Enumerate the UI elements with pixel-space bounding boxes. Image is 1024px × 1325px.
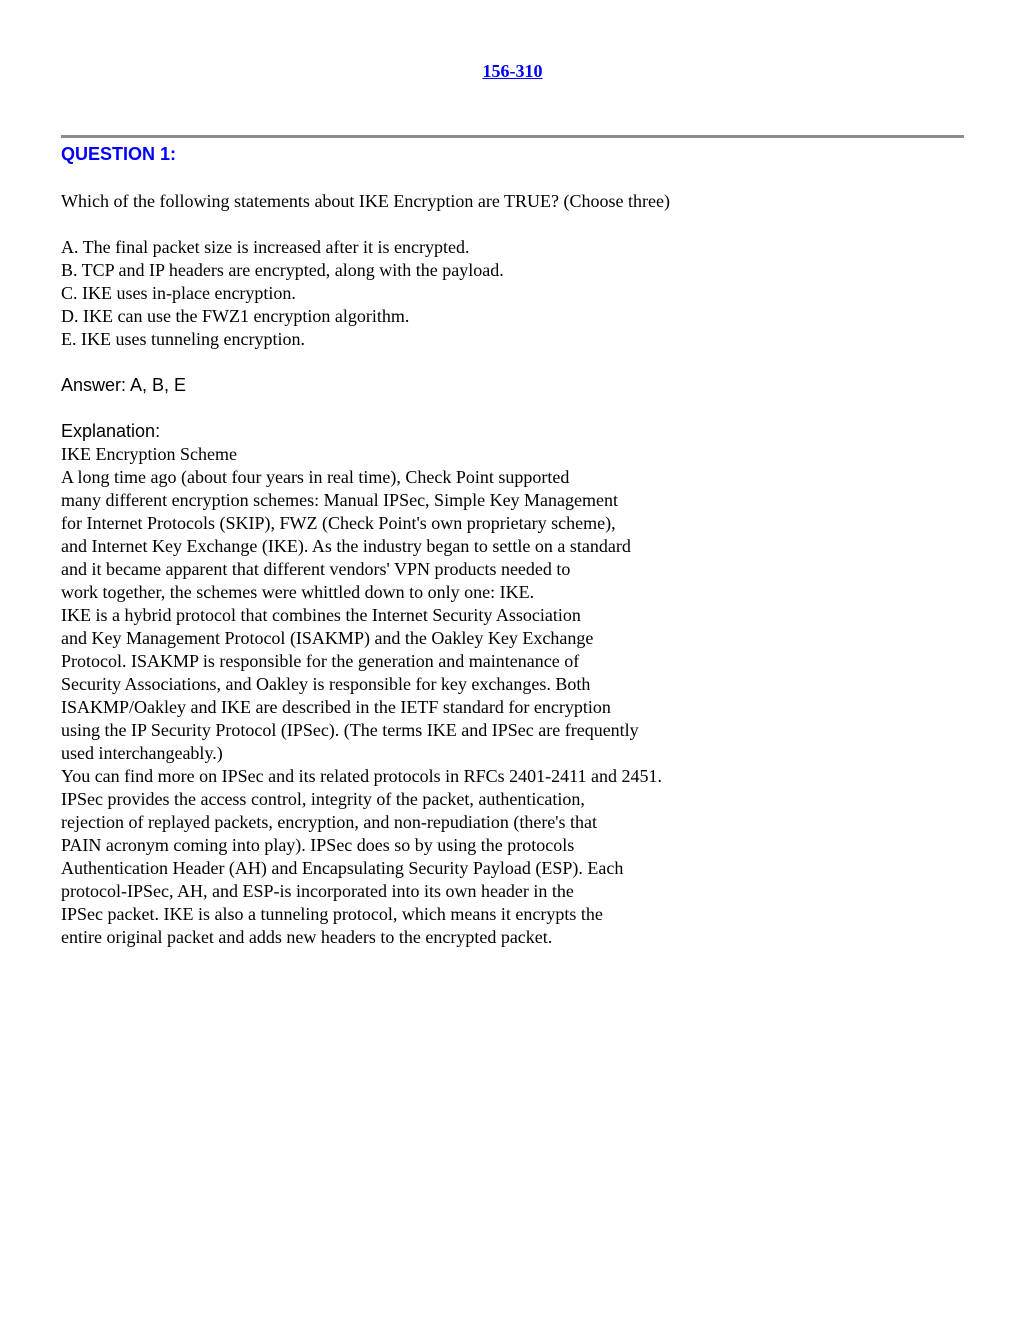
explanation-line: rejection of replayed packets, encryption, and non-repudiation (there's that [61,812,598,832]
explanation-line: IPSec packet. IKE is also a tunneling protocol, which means it encrypts the [61,904,603,924]
question-text: Which of the following statements about IKE Encryption are TRUE? (Choose three) [61,191,670,211]
option-d: D. IKE can use the FWZ1 encryption algorithm. [61,306,410,326]
explanation-line: protocol-IPSec, AH, and ESP-is incorporated into its own header in the [61,881,574,901]
explanation-line: PAIN acronym coming into play). IPSec does so by using the protocols [61,835,575,855]
explanation-line: work together, the schemes were whittled down to only one: IKE. [61,582,535,602]
explanation-line: IPSec provides the access control, integrity of the packet, authentication, [61,789,585,809]
question-title: QUESTION 1: [61,144,177,164]
horizontal-divider [61,135,964,138]
option-b: B. TCP and IP headers are encrypted, along with the payload. [61,260,504,280]
explanation-line: Protocol. ISAKMP is responsible for the generation and maintenance of [61,651,580,671]
explanation-line: used interchangeably.) [61,743,223,763]
option-e: E. IKE uses tunneling encryption. [61,329,305,349]
explanation-line: and Internet Key Exchange (IKE). As the industry began to settle on a standard [61,536,631,556]
explanation-label: Explanation: [61,421,161,441]
explanation-line: ISAKMP/Oakley and IKE are described in the IETF standard for encryption [61,697,611,717]
answer-options [61,236,504,351]
explanation-line: using the IP Security Protocol (IPSec). (The terms IKE and IPSec are frequently [61,720,639,740]
explanation-line: Security Associations, and Oakley is responsible for key exchanges. Both [61,674,591,694]
option-c: C. IKE uses in-place encryption. [61,283,296,303]
explanation-line: Authentication Header (AH) and Encapsulating Security Payload (ESP). Each [61,858,624,878]
answer-line: Answer: A, B, E [61,375,187,395]
explanation-line: many different encryption schemes: Manual IPSec, Simple Key Management [61,490,619,510]
explanation-line: IKE Encryption Scheme [61,444,237,464]
explanation-line: A long time ago (about four years in real time), Check Point supported [61,467,570,487]
explanation-line: and Key Management Protocol (ISAKMP) and the Oakley Key Exchange [61,628,594,648]
explanation-line: and it became apparent that different vendors' VPN products needed to [61,559,571,579]
option-a: A. The final packet size is increased after it is encrypted. [61,237,470,257]
explanation-line: entire original packet and adds new headers to the encrypted packet. [61,927,553,947]
exam-code-link[interactable]: 156-310 [482,61,543,81]
explanation-text [61,443,662,949]
explanation-line: IKE is a hybrid protocol that combines the Internet Security Association [61,605,581,625]
explanation-line: You can find more on IPSec and its related protocols in RFCs 2401-2411 and 2451. [61,766,662,786]
explanation-line: for Internet Protocols (SKIP), FWZ (Check Point's own proprietary scheme), [61,513,616,533]
